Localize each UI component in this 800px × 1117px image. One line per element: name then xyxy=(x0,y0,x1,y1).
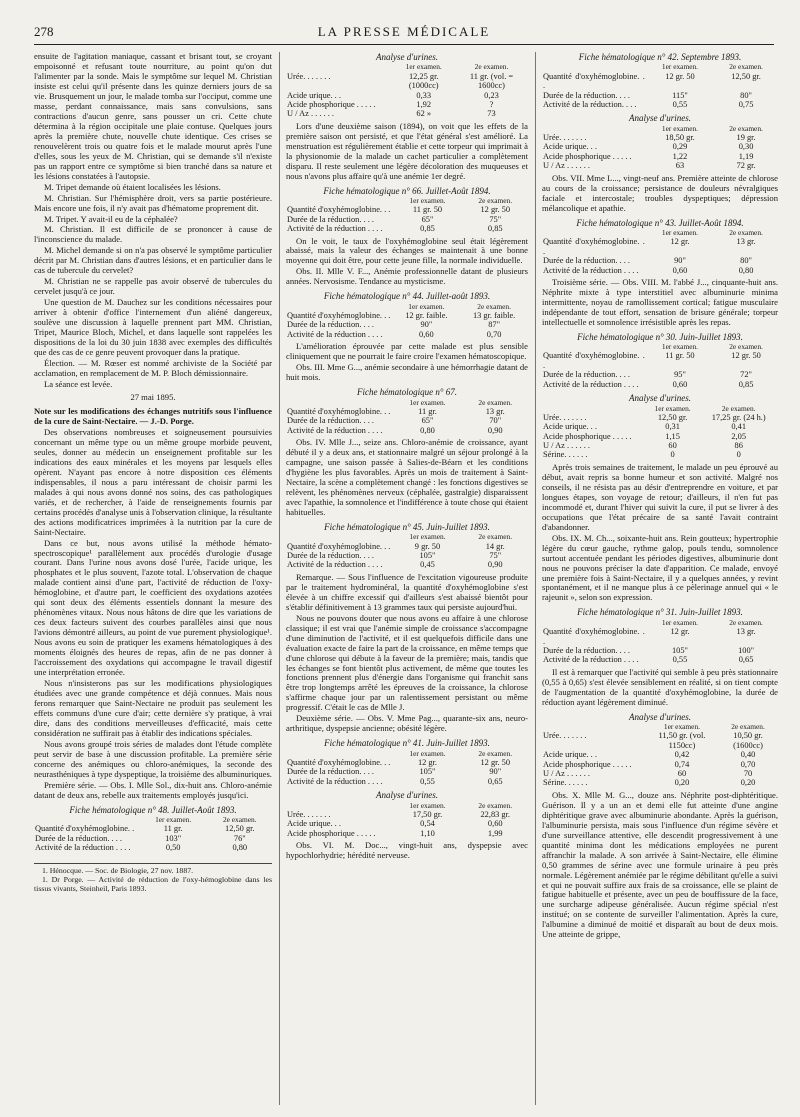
paragraph: ensuite de l'agitation maniaque, cassant et brisant tout, se croyant empoisonné et refusant toute nourriture, au point qu'on dut l'alimenter par la sonde. Mais le symptôme sur lequel M. Christian insiste est celui qu'il présente dans les quinze derniers jours de sa vie. Brusquement un jour, le malade tomba sur l'occiput, comme une masse, perdant connaissance, mais sans convulsions, sans contractions d'aucun genre, sans pousser un cri. Cette chute détermina à la région occipitale une plaie contuse. Quelques jours après la première chute, nouvelle chute identique. Ces crises se renouvelèrent trois ou quatre fois et le malade mourut après l'une d'elles, sous les yeux de M. Christian, qui se demande s'il n'existe pas un rapport entre ce symptôme si bien tranché dans sa nature et les lésions constatées à l'autopsie. xyxy=(34,52,272,181)
table-row: Urée. . . . . . . 17,50 gr. 22,83 gr. xyxy=(287,809,511,819)
table-title: Fiche hématologique n° 45. Juin-Juillet 1893. xyxy=(324,521,490,532)
table-row: Quantité d'oxyhémoglobine. . . 11 gr. 13 gr. xyxy=(287,406,505,416)
table-title: Analyse d'urines. xyxy=(376,52,438,62)
column-header: 2e examen. xyxy=(729,342,763,352)
urine-table xyxy=(542,405,778,460)
hematology-table xyxy=(542,619,778,665)
column-rule xyxy=(535,52,536,1105)
paragraph: M. Tripet. Y avait-il eu de la céphalée? xyxy=(44,213,178,224)
paragraph: Obs. II. Mlle V. F..., Anémie professionnelle datant de plusieurs années. Nervosisme. Tendance au mysticisme. xyxy=(286,266,528,287)
urine-table xyxy=(542,723,778,788)
column-header: 1er examen. xyxy=(661,617,699,627)
table-row: Acide phosphorique . . . . . 1,22 1,19 xyxy=(543,151,754,161)
paragraph: Des observations nombreuses et soigneusement poursuivies concernant un même type ou un même groupe morbide peuvent, seules, donner au médecin un enseignement profitable sur les indications des eaux minérales et les moyens par lesquels elles opèrent. N'ayant pas encore à notre disposition ces éléments indispensables, il nous a paru intéressant de choisir parmi les malades à qui nous avons donné nos soins, des cas pathologiques variés, et de rechercher, à l'aide de renseignements fournis par certains procédés d'analyse unis à l'observation clinique, la résultante des actions modificatrices imprimées à la nutrition par la cure de Saint-Nectaire. xyxy=(34,426,272,537)
table-row: Quantité d'oxyhémoglobine. . . 12 gr. 12 gr. 50 xyxy=(287,758,511,767)
table-row: Acide phosphorique . . . . . 1,15 2,05 xyxy=(543,431,747,441)
paragraph: M. Christian ne se rappelle pas avoir observé de tubercules du cervelet jusqu'à ce jour. xyxy=(34,276,272,297)
column-header: 2e examen. xyxy=(478,800,513,810)
column-header: 1er examen. xyxy=(409,532,446,542)
paragraph: Lors d'une deuxième saison (1894), on voit que les effets de la première saison ont persisté, et que l'état général s'est amélioré. La menstruation est régulièrement établie et cette torpeur qui imprimait à la physionomie de la malade un cachet particulier a complètement disparu. Il reste seulement une légère décoloration des muqueuses et nous n'avons plus affaire qu'à une anémie 1er degré. xyxy=(286,120,528,181)
paragraph: L'amélioration éprouvée par cette malade est plus sensible cliniquement que ne pourrait le faire croire l'examen hématoscopique. xyxy=(286,341,528,362)
hematology-table xyxy=(286,197,528,234)
column-header: 2e examen. xyxy=(478,532,513,542)
column-header: 1er examen. xyxy=(663,722,701,732)
column-header: 2e examen. xyxy=(721,403,756,413)
table-row: Quantité d'oxyhémoglobine. . . 12 gr. 50 12,50 gr. xyxy=(543,71,761,91)
table-row: Urée. . . . . . . 12,50 gr. 17,25 gr. (24 h.) xyxy=(543,412,766,422)
table-row: Activité de la réduction . . . . 0,80 0,90 xyxy=(287,425,503,435)
paragraph: Deuxième série. — Obs. V. Mme Pag..., quarante-six ans, neuro-arthritique, dyspepsie ancienne; obésité légère. xyxy=(286,713,528,734)
table-row: Quantité d'oxyhémoglobine. . . 12 gr. faible. 13 gr. faible. xyxy=(287,311,516,321)
column-header: 2e examen. xyxy=(729,62,763,72)
table-row: Acide urique. . . 0,29 0,30 xyxy=(543,142,754,152)
paragraph: Nous n'insisterons pas sur les modifications physiologiques étudiées avec une grande compétence et déjà connues. Mais nous ferons remarquer que Saint-Nectaire ne produit pas seulement les effets communs d'une cure d'air; cette dernière s'y pratique, à vrai dire, dans des conditions merveilleuses d'efficacité, mais cette considération ne suffirait pas à établir des indications spéciales. xyxy=(34,678,272,738)
table-row: Durée de la réduction. . . . 105" 90" xyxy=(287,767,502,777)
table-title: Analyse d'urines. xyxy=(376,790,438,801)
table-row: Durée de la réduction. . . . 90" 87" xyxy=(287,320,501,330)
table-title: Analyse d'urines. xyxy=(629,113,691,124)
column-header: 2e examen. xyxy=(731,722,765,732)
session-date: 27 mai 1895. xyxy=(130,391,176,402)
column-header: 2e examen. xyxy=(222,815,257,825)
column-header: 1er examen. xyxy=(661,62,699,72)
paragraph: Il est à remarquer que l'activité qui semble à peu près stationnaire (0,55 à 0,65) s'est élevée sensiblement en réalité, si on tient compte de l'augmentation de la quantité d'oxyhémoglobine, la durée de réduction ayant légèrement diminué. xyxy=(542,666,778,707)
paragraph: Après trois semaines de traitement, le malade un peu éprouvé au début, avait repris sa bonne humeur et son activité. Malgré nos conseils, il ne résista pas au désir d'entreprendre en voiture, et par longues étapes, son voyage de retour; d'ailleurs, il n'en fut pas incommodé et, durant l'hiver qui suivit la cure, il put se livrer à des occupations que l'état précaire de sa santé l'avait contraint d'abandonner. xyxy=(542,461,778,532)
hematology-table xyxy=(286,303,528,340)
table-row: Quantité d'oxyhémoglobine. . . 12 gr. 13 gr. xyxy=(543,237,756,256)
table-row: Quantité d'oxyhémoglobine. . 11 gr. 12,50 gr. xyxy=(35,824,255,834)
column-header: 2e examen. xyxy=(729,617,763,627)
table-row: Quantité d'oxyhémoglobine. . . 12 gr. 13 gr. xyxy=(543,627,756,646)
hematology-table xyxy=(542,229,778,275)
table-row: Durée de la réduction. . . . 65" 70" xyxy=(287,416,502,426)
table-row: Quantité d'oxyhémoglobine. . . 9 gr. 50 14 gr. xyxy=(287,541,505,551)
table-row: Sérine. . . . . . 0 0 xyxy=(543,450,741,460)
footnote: 1. Hénocque. — Soc. de Biologie, 27 nov. 1887. xyxy=(42,865,194,875)
urine-table xyxy=(286,802,528,839)
paragraph: Nous avons groupé trois séries de malades dont l'étude complète peut servir de base à une discussion profitable. La première série concerne des anémiques ou chloro-anémiques, la seconde des neurasthéniques à type dyspeptique, la troisième des albuminuriques. xyxy=(34,738,272,779)
column-header: 1er examen. xyxy=(405,62,442,72)
paragraph: M. Tripet demande où étaient localisées les lésions. xyxy=(44,181,221,192)
paragraph: Obs. VII. Mme L..., vingt-neuf ans. Première atteinte de chlorose au cours de la croissance; persistance de douleurs névralgiques faciale et intercostale; troubles dyspeptiques; dépression mélancolique et apathie. xyxy=(542,172,778,213)
table-row: Durée de la réduction. . . . 90" 80" xyxy=(543,256,752,266)
table-row: Quantité d'oxyhémoglobine. . . 11 gr. 50 12 gr. 50 xyxy=(543,351,761,370)
column-header: 1er examen. xyxy=(409,800,446,810)
paragraph: Dans ce but, nous avons utilisé la méthode hémato-spectroscopique¹ parallèlement aux procédés d'urologie d'usage courant. Dans l'urine nous avons dosé l'urée, l'acide urique, les phosphates et le plus souvent, l'azote total. L'observation de chaque malade contient ainsi d'une part, l'activité de réduction de l'oxy-hémoglobine, et d'autre part, le coefficient des oxydations azotées qui sont deux des éléments essentiels donnant la mesure des phénomènes vitaux. Nous nous hâtons de dire que les variations de ces deux facteurs suivent des courbes parallèles ainsi que nous l'avions démontré ailleurs, au point de vue purement physiologique¹. Nous avons eu soin de pratiquer les examens hématologiques à des moments éloignés des heures de repas, afin de ne pas donner à l'accroissement des oxydations qui accompagne le travail digestif une interprétation erronée. xyxy=(34,537,272,678)
footnotes xyxy=(34,863,272,893)
paragraph: Nous ne pouvons douter que nous avons eu affaire à une chlorose classique; il est vrai que l'anémie simple de croissance s'accompagne d'une diminution de l'activité, et il est quelquefois difficile dans une évaluation exacte de faire la part de la croissance, en même temps que d'une chlorose qui débute à la faveur de la première; mais, tandis que les échanges se font bientôt plus activement, de même que toutes les fonctions prennent plus d'énergie dans l'organisme qui franchit sans être trop longtemps arrêté les épreuves de la croissance, la chlorose s'affirme chaque jour par un ralentissement persistant ou même progressif. C'était le cas de Mlle J. xyxy=(286,612,528,713)
table-row: Durée de la réduction. . . . 115" 80" xyxy=(543,90,752,100)
table-row: U / Az . . . . . . 63 72 gr. xyxy=(543,161,756,171)
table-title: Fiche hématologique n° 31. Juin-Juillet 1893. xyxy=(577,607,743,618)
hematology-table xyxy=(286,533,528,570)
table-title: Fiche hématologique n° 42. Septembre 1893. xyxy=(578,52,742,62)
table-row: U / Az . . . . . . 60 70 xyxy=(543,768,753,778)
column-header: 2e examen. xyxy=(477,301,511,311)
page-number: 278 xyxy=(34,24,54,39)
column-header: 2e examen. xyxy=(474,62,509,72)
table-title: Analyse d'urines. xyxy=(629,393,691,404)
hematology-table xyxy=(286,750,528,787)
paragraph: Obs. IV. Mlle J..., seize ans. Chloro-anémie de croissance, ayant débuté il y a deux ans, et stationnaire malgré un séjour prolongé à la campagne, une saison passée à Salies-de-Béarn et les conditions d'hygiène les plus favorables. Après un mois de traitement à Saint-Nectaire, la scène a complètement changé : les fonctions digestives se relèvent, les phénomènes nerveux (céphalée, gastralgie) disparaissent avec l'apathie, la somnolence et l'indifférence à toute chose qui étaient habituelles. xyxy=(286,437,528,517)
paragraph: Remarque. — Sous l'influence de l'excitation vigoureuse produite par le traitement hydrominéral, la quantité d'oxyhémoglobine s'est élevée à un chiffre excessif qui d'ailleurs s'est abaissé bientôt pour s'établir définitivement à 13 grammes taux qui persiste aujourd'hui. xyxy=(286,571,528,612)
paragraph: Obs. III. Mme G..., anémie secondaire à une hémorrhagie datant de huit mois. xyxy=(286,362,528,383)
table-row: Sérine. . . . . . 0,20 0,20 xyxy=(543,778,756,788)
table-row: Durée de la réduction. . . . 103" 76" xyxy=(35,833,246,843)
table-title: Fiche hématologique n° 30. Juin-Juillet 1893. xyxy=(577,331,743,342)
table-row: Urée. . . . . . . 18,50 gr. 19 gr. xyxy=(543,133,756,143)
table-title: Fiche hématologique n° 66. Juillet-Août 1894. xyxy=(323,185,491,196)
table-row: Activité de la réduction . . . . 0,60 0,80 xyxy=(543,265,754,275)
column-header: 1er examen. xyxy=(408,301,445,311)
table-row: Activité de la réduction . . . . 0,60 0,85 xyxy=(543,379,754,389)
column-rule xyxy=(279,52,280,1105)
column-left xyxy=(34,52,272,1105)
paragraph: Obs. VI. M. Doc..., vingt-huit ans, dyspepsie avec hypochlorhydrie; hérédité nerveuse. xyxy=(286,840,528,861)
table-title: Fiche hématologique n° 44. Juillet-août 1893. xyxy=(323,291,491,302)
paragraph: Troisième série. — Obs. VIII. M. l'abbé J..., cinquante-huit ans. Néphrite mixte à type interstitiel avec albuminurie minima intermittente, noyau de ramollissement cortical; fatigue musculaire indépendante de tout effort, sensation de brisure générale; torpeur intellectuelle et somnolence irrésistible après les repas. xyxy=(542,276,778,327)
table-row: Durée de la réduction. . . . 105" 100" xyxy=(543,645,755,655)
column-middle xyxy=(286,52,528,1105)
urine-table xyxy=(542,125,778,171)
article-title-text: Note sur les modifications des échanges nutritifs sous l'influence de la cure de Saint-Nectaire. xyxy=(34,405,272,426)
column-header: 1er examen. xyxy=(661,342,699,352)
page-header xyxy=(34,24,774,45)
hematology-table xyxy=(542,63,778,109)
table-row: Acide phosphorique . . . . . 1,10 1,99 xyxy=(287,828,503,838)
paragraph: M. Christian. Il est difficile de se prononcer à cause de l'inconscience du malade. xyxy=(34,224,272,245)
paragraph: M. Christian. Sur l'hémisphère droit, vers sa partie postérieure. Mais encore une fois, il n'y avait pas d'hématome proprement dit. xyxy=(34,192,272,213)
table-row: Activité de la réduction . . . . 0,55 0,65 xyxy=(543,655,754,665)
column-header: 2e examen. xyxy=(478,748,513,758)
hematology-table xyxy=(286,399,528,436)
paragraph: On le voit, le taux de l'oxyhémoglobine seul était légèrement abaissé, mais la valeur des échanges se maintenait à une bonne moyenne qui doit être, pour cette jeune fille, la normale individuelle. xyxy=(286,235,528,266)
article-author: — J.-D. Porge. xyxy=(139,415,194,426)
table-row: Acide phosphorique . . . . . 0,74 0,70 xyxy=(543,759,756,769)
table-row: Urée. . . . . . . 12,25 gr. (1000cc) 11 gr. (vol. = 1600cc) xyxy=(287,71,514,91)
column-header: 1er examen. xyxy=(661,228,699,237)
urine-table xyxy=(286,63,528,118)
paragraph: Obs. X. Mlle M. G..., douze ans. Néphrite post-diphtéritique. Guérison. Il y a un an et demi elle fut atteinte d'une angine diphtéritique grave avec albuminurie abondante. Après la guérison, l'albuminurie persista, mais sous l'influence d'un régime sévère et d'une surveillance attentive, elle descendit progressivement à une quantité minima dont les médications employées ne purent affranchir la malade. A son arrivée à Saint-Nectaire, elle élimine 0,50 grammes de sérine avec une formule urinaire à peu près normale. Légèrement anémiée par le régime débilitant qu'elle a suivi et qui ne pouvait suffire aux frais de sa croissance, elle se plaint de fatigue habituelle et présente, avec un peu de bouffissure de la face, une surcharge adipeuse généralisée. Aucun régime spécial n'est institué; on se contente de surveiller l'alimentation. Après la cure, l'albumine a diminué de moitié et disparaît au bout de deux mois. Une atteinte de grippe, xyxy=(542,789,778,940)
hematology-table xyxy=(542,343,778,389)
table-title: Fiche hématologique n° 41. Juin-Juillet 1893. xyxy=(324,738,490,749)
article-title xyxy=(34,407,272,427)
table-row: Acide urique. . . 0,31 0,41 xyxy=(543,422,747,432)
column-header: 1er examen. xyxy=(409,196,446,205)
running-title: LA PRESSE MÉDICALE xyxy=(317,24,491,39)
table-row: U / Az . . . . . . 62 » 73 xyxy=(287,109,496,119)
table-row: U / Az . . . . . . 60 86 xyxy=(543,441,743,451)
column-right xyxy=(542,52,778,1105)
column-header: 2e examen. xyxy=(478,397,513,407)
table-row: Activité de la réduction . . . . 0,85 0,85 xyxy=(287,224,503,234)
column-header: 1er examen. xyxy=(409,748,446,758)
table-row: Durée de la réduction. . . . 105" 75" xyxy=(287,550,502,560)
table-row: Activité de la réduction . . . . 0,60 0,70 xyxy=(287,329,502,339)
paragraph: La séance est levée. xyxy=(44,379,113,389)
table-row: Acide urique. . . 0,54 0,60 xyxy=(287,819,503,829)
table-row: Activité de la réduction . . . . 0,45 0,90 xyxy=(287,560,503,570)
table-row: Activité de la réduction. . . . 0,55 0,75 xyxy=(543,99,754,109)
footnote: 1. Dr Porge. — Activité de réduction de l'oxy-hémoglobine dans les tissus vivants, Steinheil, Paris 1893. xyxy=(34,874,272,893)
table-row: Activité de la réduction . . . . 0,55 0,65 xyxy=(287,776,503,786)
hematology-table xyxy=(34,816,272,853)
column-header: 2e examen. xyxy=(729,123,763,133)
column-header: 1er examen. xyxy=(155,815,192,825)
paragraph: Une question de M. Dauchez sur les conditions nécessaires pour arriver à obtenir d'office l'internement d'un aliéné dangereux, soulève une discussion à laquelle prennent part MM. Christian, Tripet, Maurice Bloch, Michel, et dans laquelle sont rappelées les dispositions de la loi du 30 juin 1838 avec exemples des difficultés que des cas de ce genre peuvent provoquer dans la pratique. xyxy=(34,297,272,358)
table-title: Fiche hématologique n° 43. Juillet-Août 1894. xyxy=(576,217,744,228)
table-row: Acide phosphorique . . . . . 1,92 ? xyxy=(287,99,494,109)
column-header: 2e examen. xyxy=(729,228,763,237)
paragraph: Élection. — M. Rœser est nommé archiviste de la Société par acclamation, en remplacement de M. P. Bloch démissionnaire. xyxy=(34,358,272,379)
column-header: 1er examen. xyxy=(661,123,699,133)
column-header: 2e examen. xyxy=(478,196,513,205)
column-header: 1er examen. xyxy=(654,403,691,413)
paragraph: Première série. — Obs. I. Mlle Sol., dix-huit ans. Chloro-anémie datant de deux ans, rebelle aux traitements employés jusqu'ici. xyxy=(34,779,272,800)
table-title: Analyse d'urines. xyxy=(629,711,691,722)
table-row: Acide urique. . . 0,42 0,40 xyxy=(543,750,756,760)
table-title: Fiche hématologique n° 67. xyxy=(356,387,458,398)
table-row: Quantité d'oxyhémoglobine. . . 11 gr. 50 12 gr. 50 xyxy=(287,205,511,215)
table-title: Fiche hématologique n° 48. Juillet-Août 1893. xyxy=(69,804,237,815)
column-header: 1er examen. xyxy=(409,397,446,407)
table-row: Durée de la réduction. . . . 65" 75" xyxy=(287,214,502,224)
table-row: Urée. . . . . . . 11,50 gr. (vol. 1150cc) 10,50 gr. (1600cc) xyxy=(543,731,763,750)
table-row: Acide urique. . . 0,33 0,23 xyxy=(287,90,499,100)
table-row: Durée de la réduction. . . . 95" 72" xyxy=(543,370,752,380)
paragraph: M. Michel demande si on n'a pas observé le symptôme particulier décrit par M. Christian dans d'autres lésions, et en particulier dans le cas de tubercule du cervelet? xyxy=(34,245,272,276)
paragraph: Obs. IX. M. Ch..., soixante-huit ans. Rein goutteux; hypertrophie légère du cœur gauche, rythme galop, pouls tendu, somnolence surtout accentuée pendant les périodes digestives, albuminurie dont nous ne pouvons préciser la date d'apparition. Ce malade, envoyé une première fois à Saint-Nectaire, il y a quelques années, y revint spontanément, et il ne manque plus à ce pèlerinage annuel qui « le rajeunit », selon son expression. xyxy=(542,532,778,603)
table-row: Activité de la réduction . . . . 0,50 0,80 xyxy=(35,843,248,853)
